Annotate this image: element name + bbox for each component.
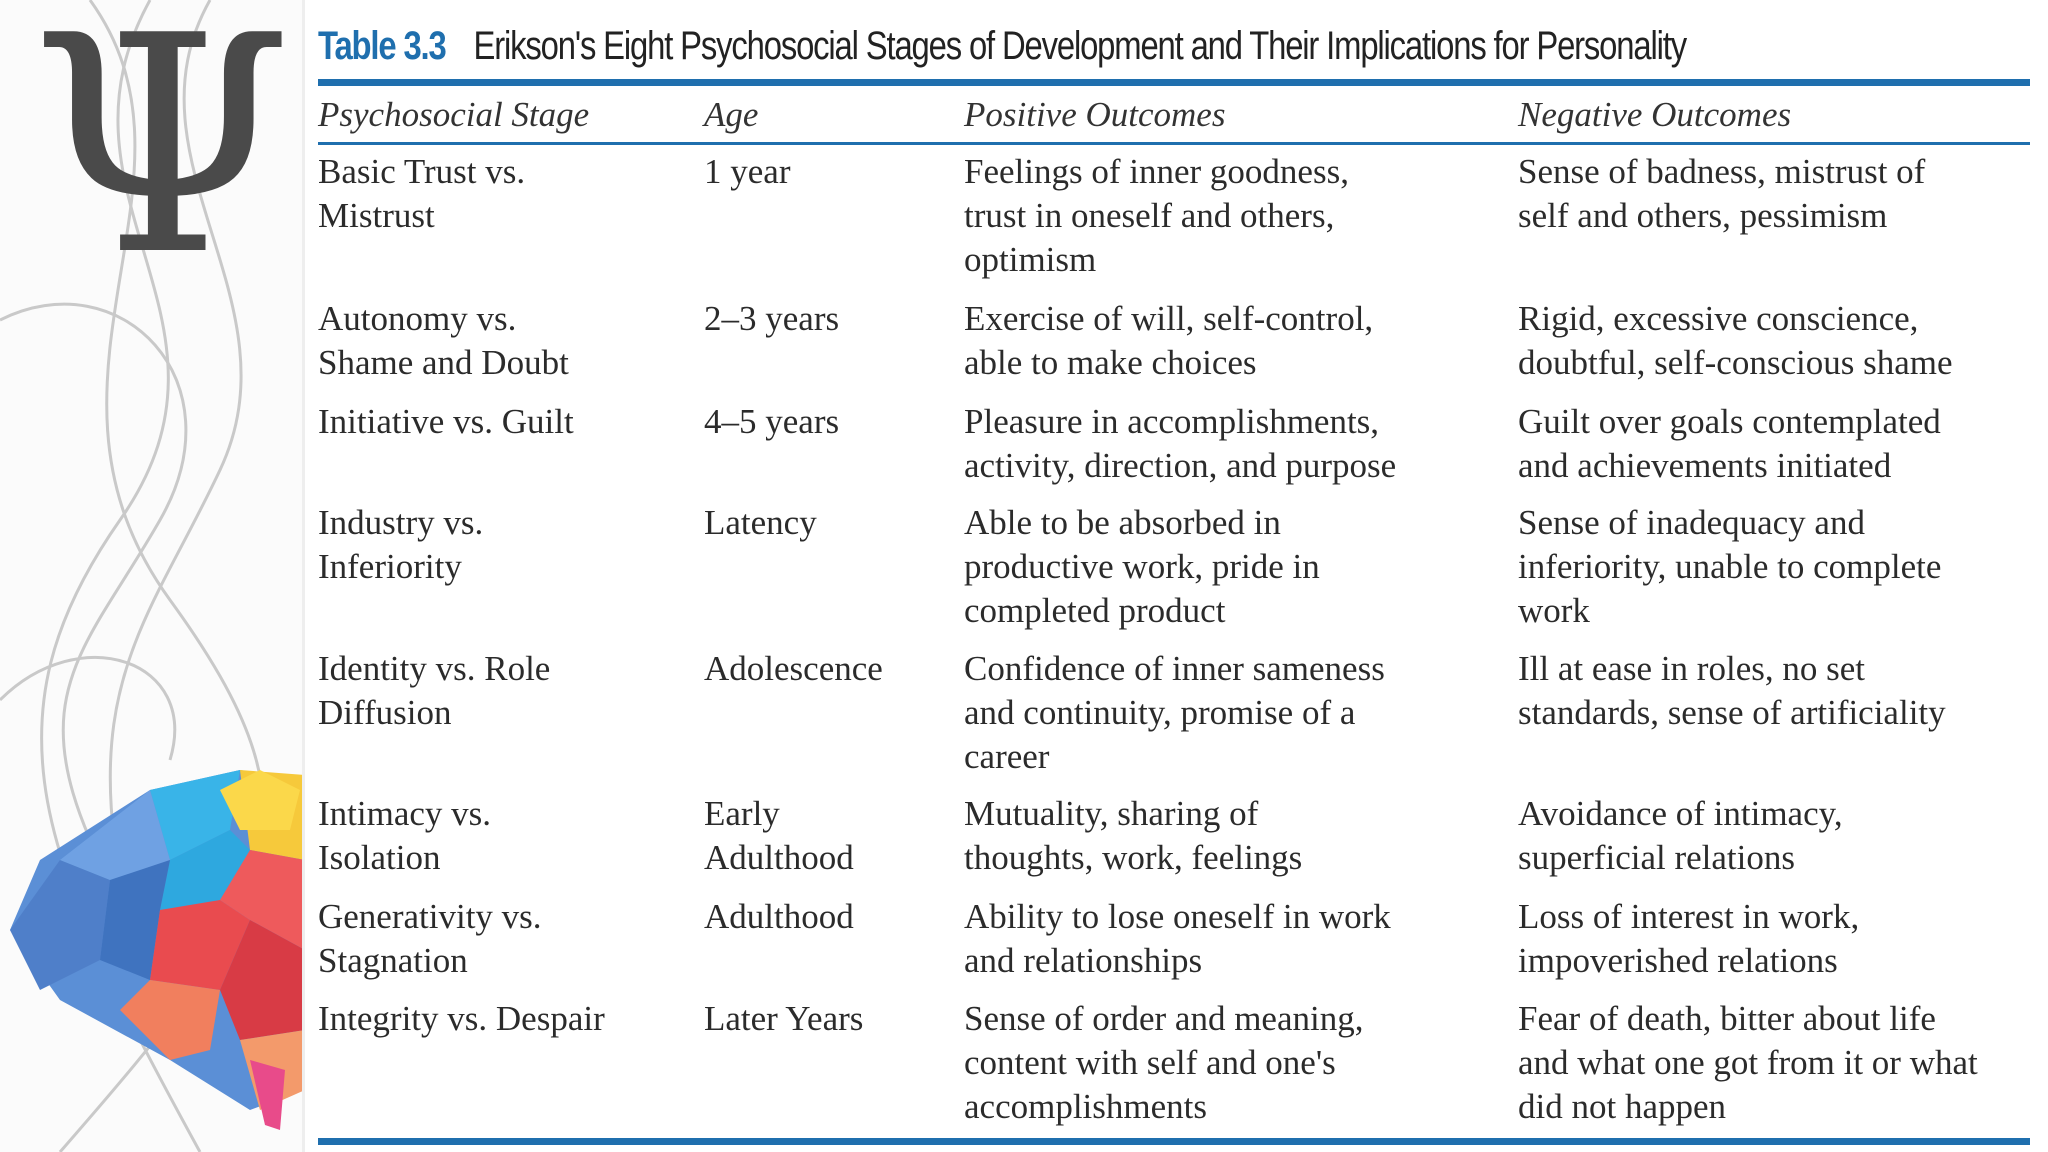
table-caption [318, 24, 1686, 82]
age-cell: Latency [704, 503, 817, 542]
stage-cell: Generativity vs. Stagnation [318, 897, 542, 980]
positive-outcome-cell: Mutuality, sharing of thoughts, work, feelings [964, 794, 1303, 877]
stage-cell: Industry vs. Inferiority [318, 503, 484, 586]
positive-outcome-cell: Exercise of will, self-control, able to make choices [964, 299, 1374, 382]
age-cell: Later Years [704, 999, 864, 1038]
header-positive-outcomes: Positive Outcomes [964, 95, 1226, 134]
table-title: Erikson's Eight Psychosocial Stages of Development and Their Implications for Personality [473, 24, 1686, 68]
positive-outcome-cell: Ability to lose oneself in work and relationships [964, 897, 1391, 980]
age-cell: 4–5 years [704, 402, 840, 441]
header-negative-outcomes: Negative Outcomes [1518, 95, 1792, 134]
positive-outcome-cell: Able to be absorbed in productive work, pride in completed product [964, 503, 1320, 630]
negative-outcome-cell: Avoidance of intimacy, superficial relations [1518, 794, 1843, 877]
table-container [318, 0, 2030, 1152]
negative-outcome-cell: Sense of badness, mistrust of self and others, pessimism [1518, 152, 1926, 235]
age-cell: Early Adulthood [704, 794, 854, 877]
stage-cell: Initiative vs. Guilt [318, 402, 574, 441]
bottom-rule [318, 1138, 2030, 1145]
stage-cell: Intimacy vs. Isolation [318, 794, 492, 877]
negative-outcome-cell: Sense of inadequacy and inferiority, unable to complete work [1518, 503, 1942, 630]
negative-outcome-cell: Rigid, excessive conscience, doubtful, self-conscious shame [1518, 299, 1953, 382]
age-cell: Adulthood [704, 897, 854, 936]
positive-outcome-cell: Sense of order and meaning, content with self and one's accomplishments [964, 999, 1364, 1126]
top-rule [318, 79, 2030, 86]
header-age: Age [704, 95, 759, 134]
sidebar-divider [302, 0, 305, 1152]
negative-outcome-cell: Ill at ease in roles, no set standards, sense of artificiality [1518, 649, 1946, 732]
stage-cell: Autonomy vs. Shame and Doubt [318, 299, 569, 382]
positive-outcome-cell: Pleasure in accomplishments, activity, direction, and purpose [964, 402, 1397, 485]
psi-symbol-icon: Ψ [30, 0, 294, 321]
negative-outcome-cell: Guilt over goals contemplated and achievements initiated [1518, 402, 1941, 485]
stage-cell: Identity vs. Role Diffusion [318, 649, 551, 732]
age-cell: Adolescence [704, 649, 883, 688]
positive-outcome-cell: Feelings of inner goodness, trust in oneself and others, optimism [964, 152, 1349, 279]
stage-cell: Integrity vs. Despair [318, 999, 605, 1038]
negative-outcome-cell: Fear of death, bitter about life and what one got from it or what did not happen [1518, 999, 1978, 1126]
positive-outcome-cell: Confidence of inner sameness and continuity, promise of a career [964, 649, 1385, 776]
header-rule [318, 142, 2030, 145]
negative-outcome-cell: Loss of interest in work, impoverished relations [1518, 897, 1860, 980]
table-number: Table 3.3 [318, 24, 446, 68]
stage-cell: Basic Trust vs. Mistrust [318, 152, 526, 235]
age-cell: 1 year [704, 152, 791, 191]
decorative-sidebar [0, 0, 305, 1152]
age-cell: 2–3 years [704, 299, 840, 338]
swirl-lines-decoration [0, 0, 305, 1152]
table-header-row [318, 90, 2030, 140]
header-psychosocial-stage: Psychosocial Stage [318, 95, 590, 134]
